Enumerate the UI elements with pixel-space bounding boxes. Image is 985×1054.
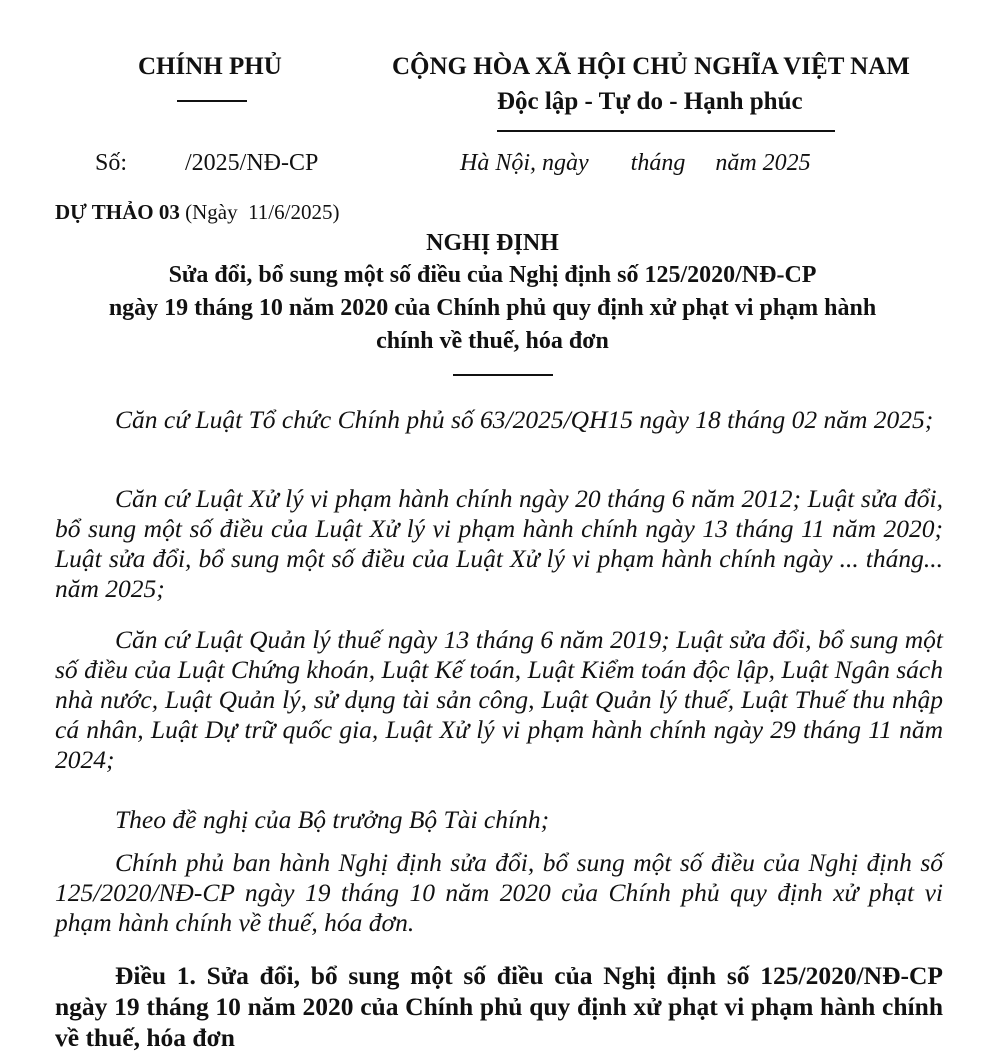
title-line-3: chính về thuế, hóa đơn [376, 328, 609, 354]
agency-underline [177, 100, 247, 102]
title-underline [453, 374, 553, 376]
draft-label: DỰ THẢO 03 [55, 200, 180, 224]
preamble-paragraph-4: Theo đề nghị của Bộ trưởng Bộ Tài chính; [115, 805, 550, 834]
draft-note [55, 200, 339, 225]
draft-date: (Ngày 11/6/2025) [179, 200, 340, 224]
motto-underline [497, 130, 835, 132]
place-date: Hà Nội, ngày tháng năm 2025 [460, 150, 811, 176]
doc-number-label: Số: [95, 150, 128, 176]
article-1-heading: Điều 1. Sửa đổi, bổ sung một số điều của Nghị định số 125/2020/NĐ-CP ngày 19 tháng 10 năm 2020 của Chính phủ quy định xử phạt vi phạm hành chính về thuế, hóa đơn [55, 961, 943, 1052]
preamble-paragraph-1: Căn cứ Luật Tổ chức Chính phủ số 63/2025/QH15 ngày 18 tháng 02 năm 2025; [115, 405, 934, 434]
preamble-paragraph-3: Căn cứ Luật Quản lý thuế ngày 13 tháng 6 năm 2019; Luật sửa đổi, bổ sung một số điều của Luật Chứng khoán, Luật Kế toán, Luật Kiểm toán độc lập, Luật Ngân sách nhà nước, Luật Quản lý, sử dụng tài sản công, Luật Quản lý thuế, Luật Thuế thu nhập cá nhân, Luật Dự trữ quốc gia, Luật Xử lý vi phạm hành chính ngày 29 tháng 11 năm 2024; [55, 625, 943, 774]
title-line-2: ngày 19 tháng 10 năm 2020 của Chính phủ quy định xử phạt vi phạm hành [108, 295, 877, 321]
preamble-paragraph-2: Căn cứ Luật Xử lý vi phạm hành chính ngày 20 tháng 6 năm 2012; Luật sửa đổi, bổ sung một số điều của Luật Xử lý vi phạm hành chính ngày 13 tháng 11 năm 2020; Luật sửa đổi, bổ sung một số điều của Luật Xử lý vi phạm hành chính ngày ... tháng... năm 2025; [55, 484, 943, 603]
national-motto: Độc lập - Tự do - Hạnh phúc [497, 88, 803, 115]
doc-number-value: /2025/NĐ-CP [185, 150, 319, 176]
country-name: CỘNG HÒA XÃ HỘI CHỦ NGHĨA VIỆT NAM [392, 53, 910, 80]
title-line-1: Sửa đổi, bổ sung một số điều của Nghị định số 125/2020/NĐ-CP [168, 262, 817, 288]
preamble-paragraph-5: Chính phủ ban hành Nghị định sửa đổi, bổ sung một số điều của Nghị định số 125/2020/NĐ-CP ngày 19 tháng 10 năm 2020 của Chính phủ quy định xử phạt vi phạm hành chính về thuế, hóa đơn. [55, 848, 943, 937]
issuing-agency: CHÍNH PHỦ [138, 53, 282, 80]
doc-type: NGHỊ ĐỊNH [426, 230, 559, 256]
